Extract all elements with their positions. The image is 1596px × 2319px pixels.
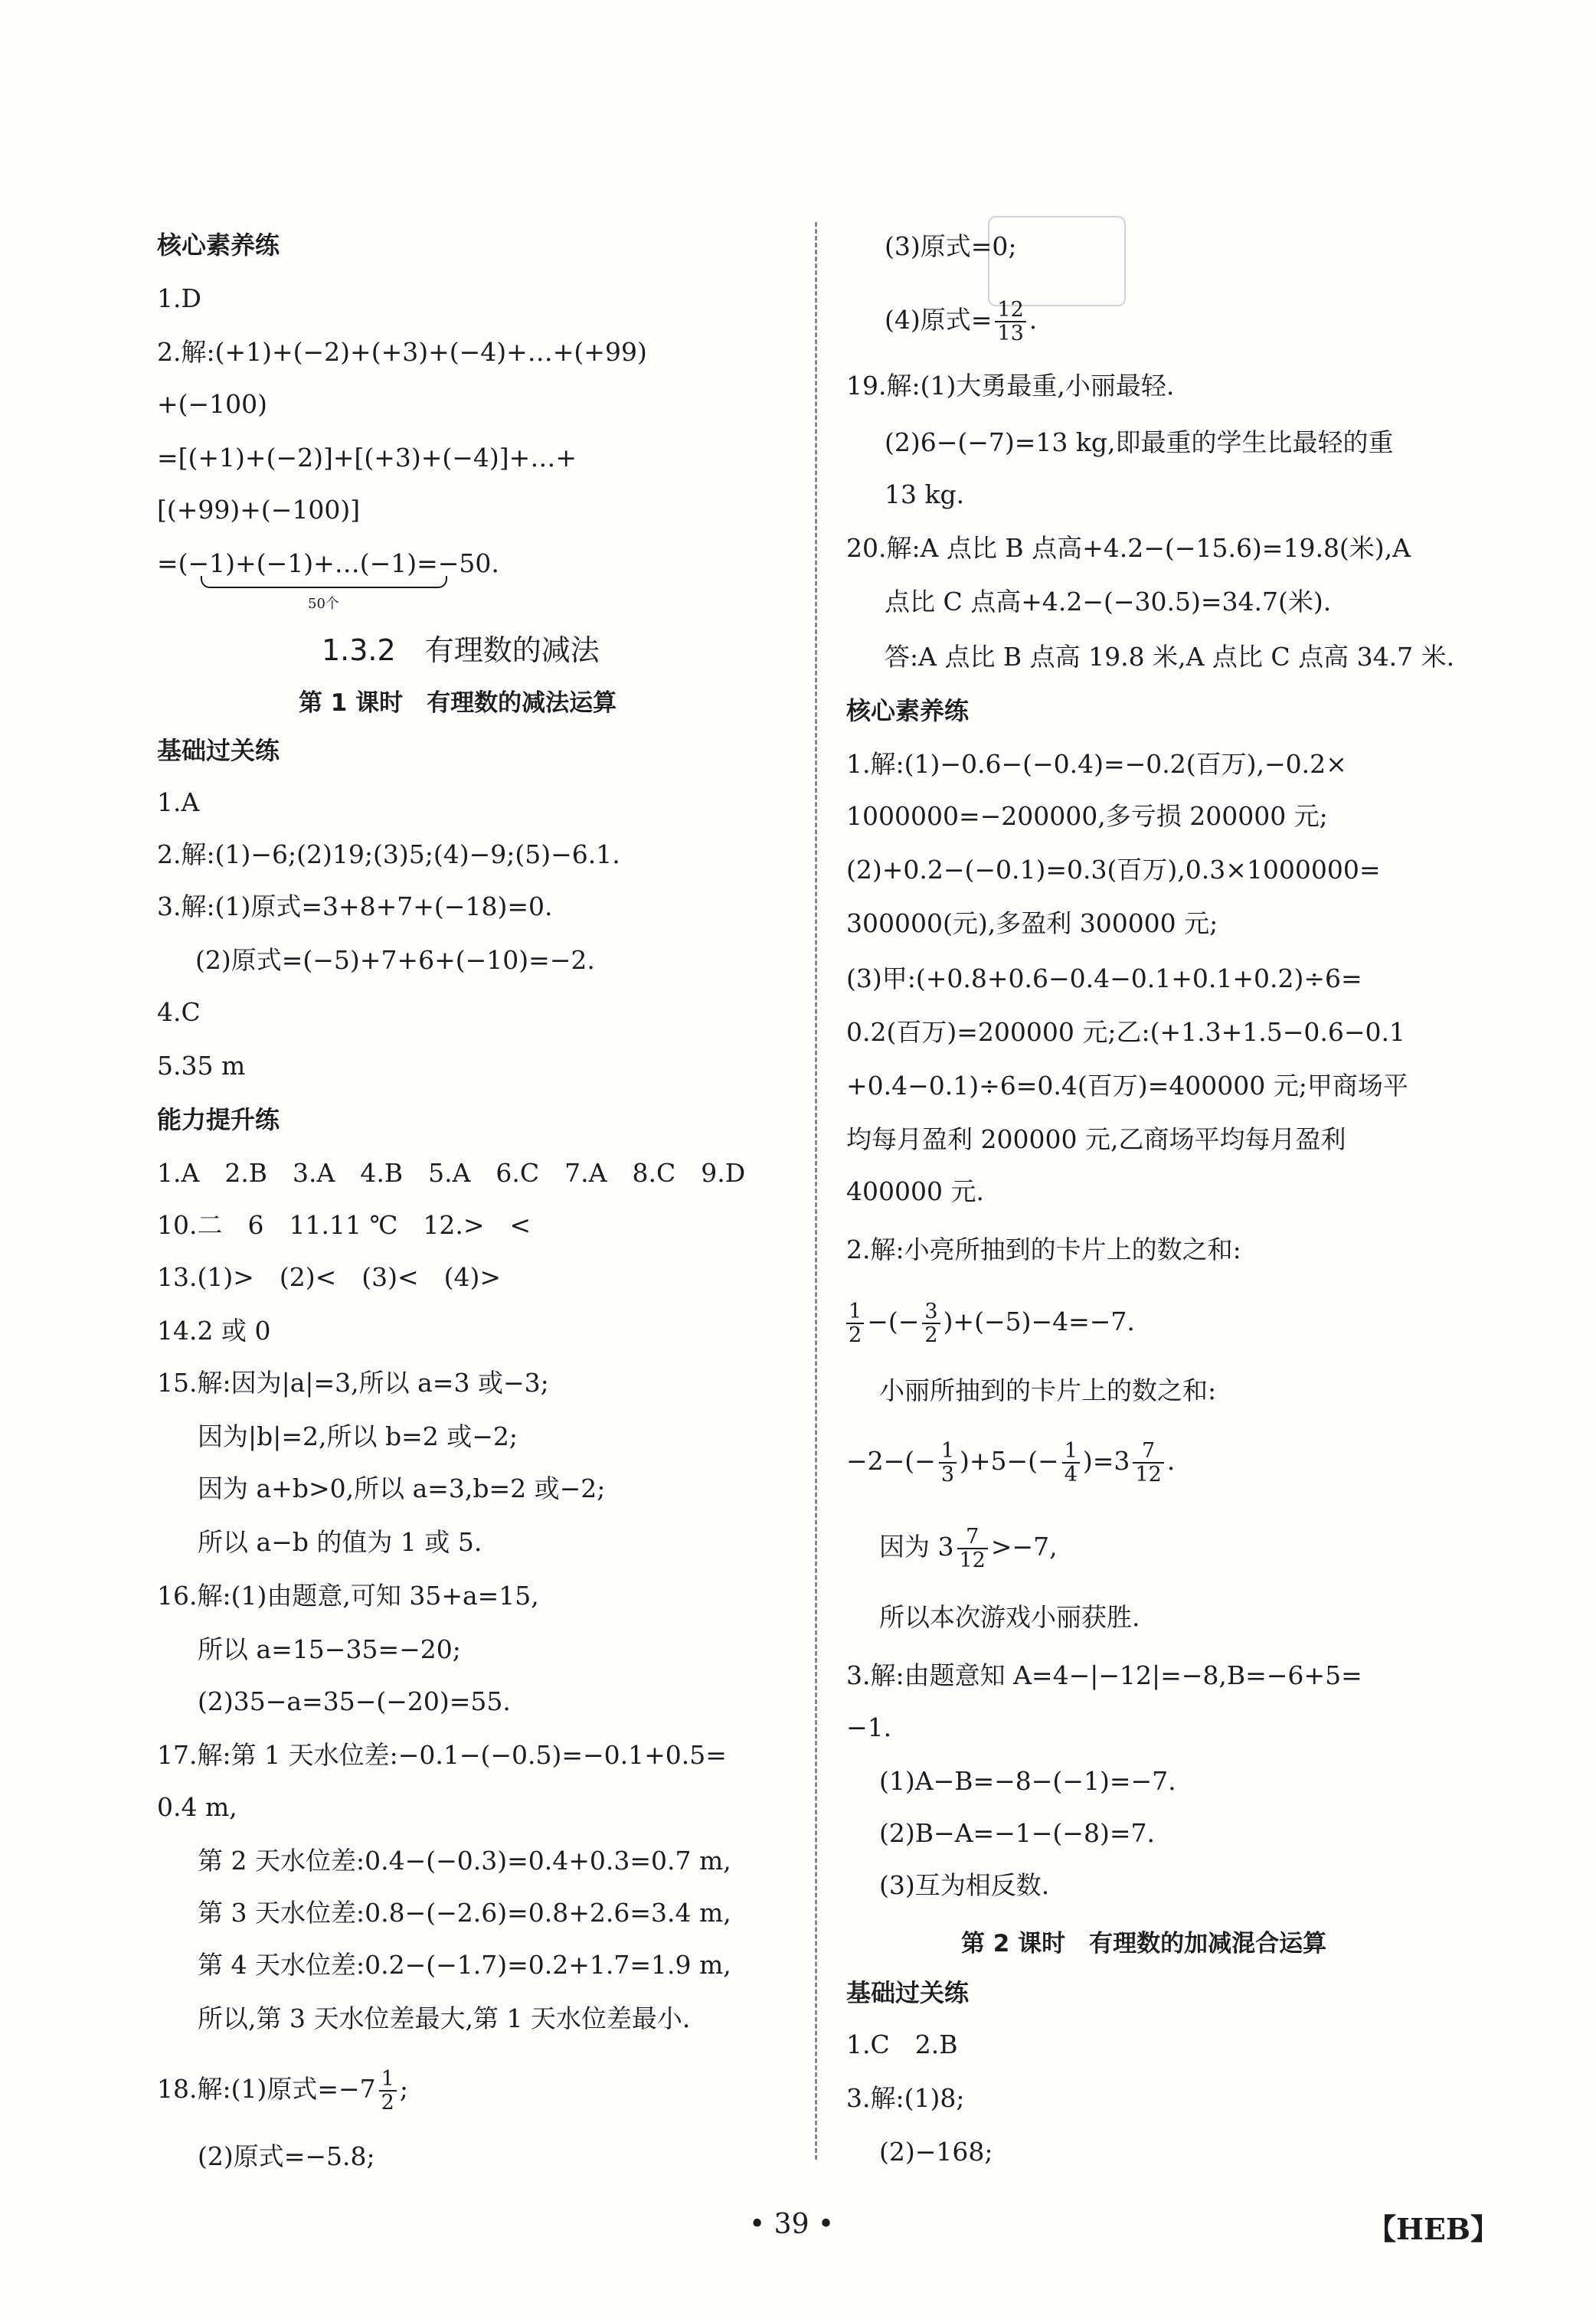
answer-line: (2)原式=−5.8; bbox=[198, 2141, 375, 2171]
answer-line: 第 3 天水位差:0.8−(−2.6)=0.8+2.6=3.4 m, bbox=[198, 1898, 731, 1928]
text-segment: >−7, bbox=[990, 1532, 1058, 1562]
answer-line: 3.解:(1)8; bbox=[846, 2083, 965, 2113]
answer-line: (3)互为相反数. bbox=[879, 1870, 1050, 1900]
denominator: 12 bbox=[959, 1549, 986, 1572]
answer-line: 14.2 或 0 bbox=[157, 1316, 271, 1346]
answer-line: (1)A−B=−8−(−1)=−7. bbox=[879, 1766, 1176, 1796]
answer-line: [(+99)+(−100)] bbox=[157, 495, 361, 525]
answer-line: 17.解:第 1 天水位差:−0.1−(−0.5)=−0.1+0.5= bbox=[157, 1740, 727, 1770]
denominator: 3 bbox=[940, 1463, 955, 1487]
numerator: 7 bbox=[1133, 1440, 1163, 1464]
fraction-expression bbox=[846, 1300, 1135, 1346]
answer-line: 均每月盈利 200000 元,乙商场平均每月盈利 bbox=[846, 1124, 1346, 1154]
fraction bbox=[939, 1440, 957, 1486]
numerator: 1 bbox=[379, 2068, 397, 2092]
answer-line: 1.D bbox=[157, 283, 201, 313]
numerator: 12 bbox=[995, 299, 1025, 322]
answer-line: =(−1)+(−1)+…(−1)=−50. bbox=[157, 548, 499, 578]
underbrace-label: 50个 bbox=[308, 596, 339, 612]
edition-tag: 【HEB】 bbox=[1367, 2212, 1500, 2246]
fraction-expression bbox=[879, 1526, 1058, 1572]
text-segment: (4)原式= bbox=[885, 305, 993, 335]
answer-line: 所以,第 3 天水位差最大,第 1 天水位差最小. bbox=[198, 2003, 691, 2033]
lesson-heading: 1.3.2 有理数的减法 bbox=[322, 633, 600, 667]
answer-line: 所以 a−b 的值为 1 或 5. bbox=[198, 1527, 482, 1557]
answer-line: (3)甲:(+0.8+0.6−0.4−0.1+0.1+0.2)÷6= bbox=[846, 963, 1362, 993]
denominator: 13 bbox=[997, 322, 1024, 345]
fraction bbox=[846, 1300, 864, 1346]
answer-line: 10.二 6 11.11 ℃ 12.> < bbox=[157, 1210, 531, 1240]
denominator: 2 bbox=[381, 2091, 394, 2115]
answer-line: 1.C 2.B bbox=[846, 2030, 958, 2059]
answer-line: 1.A 2.B 3.A 4.B 5.A 6.C 7.A 8.C 9.D bbox=[157, 1158, 746, 1188]
denominator: 12 bbox=[1135, 1463, 1162, 1487]
lesson-subheading: 第 1 课时 有理数的减法运算 bbox=[299, 689, 617, 717]
answer-line: 400000 元. bbox=[846, 1176, 984, 1206]
text-segment: 18.解:(1)原式=−7 bbox=[157, 2074, 376, 2104]
page-number: • 39 • bbox=[749, 2209, 835, 2240]
text-segment: −2−(− bbox=[846, 1446, 936, 1476]
answer-line: 2.解:(+1)+(−2)+(+3)+(−4)+…+(+99) bbox=[157, 337, 647, 367]
answer-line: −1. bbox=[846, 1712, 892, 1742]
answer-line: =[(+1)+(−2)]+[(+3)+(−4)]+…+ bbox=[157, 443, 577, 473]
answer-line: 0.4 m, bbox=[157, 1792, 237, 1822]
text-segment: 因为 3 bbox=[879, 1532, 954, 1562]
answer-line: 2.解:小亮所抽到的卡片上的数之和: bbox=[846, 1235, 1241, 1264]
answer-line: 所以本次游戏小丽获胜. bbox=[879, 1602, 1140, 1632]
answer-line: 4.C bbox=[157, 997, 201, 1027]
section-title: 核心素养练 bbox=[846, 696, 970, 725]
answer-line: (2)B−A=−1−(−8)=7. bbox=[879, 1818, 1155, 1848]
answer-line: 19.解:(1)大勇最重,小丽最轻. bbox=[846, 371, 1175, 401]
answer-line: 2.解:(1)−6;(2)19;(3)5;(4)−9;(5)−6.1. bbox=[157, 839, 620, 869]
answer-line: +(−100) bbox=[157, 389, 268, 419]
fraction bbox=[922, 1300, 940, 1346]
answer-line: 3.解:由题意知 A=4−|−12|=−8,B=−6+5= bbox=[846, 1660, 1362, 1690]
answer-line: 0.2(百万)=200000 元;乙:(+1.3+1.5−0.6−0.1 bbox=[846, 1017, 1405, 1047]
text-segment: −(− bbox=[867, 1307, 920, 1336]
answer-line: 因为|b|=2,所以 b=2 或−2; bbox=[198, 1421, 518, 1451]
fraction bbox=[1062, 1440, 1080, 1486]
answer-line: 13.(1)> (2)< (3)< (4)> bbox=[157, 1262, 502, 1292]
text-segment: )+(−5)−4=−7. bbox=[943, 1307, 1135, 1336]
numerator: 1 bbox=[1062, 1440, 1080, 1464]
answer-line: (2)−168; bbox=[879, 2137, 993, 2167]
answer-line: (2)6−(−7)=13 kg,即最重的学生比最轻的重 bbox=[885, 427, 1394, 457]
answer-line: 13 kg. bbox=[885, 479, 965, 509]
fraction bbox=[379, 2068, 397, 2114]
answer-line: (3)原式=0; bbox=[885, 231, 1017, 261]
section-title: 基础过关练 bbox=[157, 736, 280, 765]
text-segment: )=3 bbox=[1082, 1446, 1130, 1476]
answer-line: 因为 a+b>0,所以 a=3,b=2 或−2; bbox=[198, 1473, 606, 1503]
answer-line: 第 4 天水位差:0.2−(−1.7)=0.2+1.7=1.9 m, bbox=[198, 1950, 731, 1980]
lesson-subheading: 第 2 课时 有理数的加减混合运算 bbox=[961, 1930, 1327, 1958]
denominator: 4 bbox=[1064, 1463, 1078, 1487]
underbrace bbox=[201, 576, 447, 588]
answer-line: 小丽所抽到的卡片上的数之和: bbox=[879, 1375, 1217, 1405]
section-title: 能力提升练 bbox=[157, 1105, 280, 1134]
answer-line bbox=[157, 2068, 408, 2114]
answer-line: 1.解:(1)−0.6−(−0.4)=−0.2(百万),−0.2× bbox=[846, 749, 1347, 779]
answer-line: 1000000=−200000,多亏损 200000 元; bbox=[846, 801, 1328, 831]
numerator: 7 bbox=[957, 1526, 988, 1549]
answer-line: 300000(元),多盈利 300000 元; bbox=[846, 908, 1218, 938]
answer-line: 3.解:(1)原式=3+8+7+(−18)=0. bbox=[157, 891, 553, 921]
text-segment: )+5−(− bbox=[960, 1446, 1059, 1476]
answer-line: 16.解:(1)由题意,可知 35+a=15, bbox=[157, 1581, 539, 1611]
column-divider bbox=[815, 222, 817, 2160]
answer-line: (2)原式=(−5)+7+6+(−10)=−2. bbox=[195, 945, 595, 975]
answer-line: 所以 a=15−35=−20; bbox=[198, 1634, 461, 1664]
denominator: 2 bbox=[924, 1323, 938, 1347]
fraction bbox=[957, 1526, 988, 1572]
answer-line bbox=[885, 299, 1037, 345]
answer-line: 第 2 天水位差:0.4−(−0.3)=0.4+0.3=0.7 m, bbox=[198, 1846, 731, 1876]
answer-line: 15.解:因为|a|=3,所以 a=3 或−3; bbox=[157, 1368, 549, 1398]
fraction-expression bbox=[846, 1440, 1175, 1486]
section-title: 核心素养练 bbox=[157, 231, 280, 260]
text-segment: . bbox=[1166, 1446, 1176, 1476]
numerator: 3 bbox=[922, 1300, 940, 1324]
numerator: 1 bbox=[939, 1440, 957, 1464]
section-title: 基础过关练 bbox=[846, 1978, 970, 2007]
answer-line: 5.35 m bbox=[157, 1051, 246, 1081]
text-segment: . bbox=[1029, 305, 1038, 335]
fraction bbox=[1133, 1440, 1163, 1486]
answer-line: (2)35−a=35−(−20)=55. bbox=[198, 1686, 511, 1716]
answer-line: 点比 C 点高+4.2−(−30.5)=34.7(米). bbox=[885, 587, 1332, 617]
answer-line: 20.解:A 点比 B 点高+4.2−(−15.6)=19.8(米),A bbox=[846, 533, 1411, 563]
answer-line: 1.A bbox=[157, 787, 200, 817]
text-segment: ; bbox=[399, 2074, 408, 2104]
answer-line: (2)+0.2−(−0.1)=0.3(百万),0.3×1000000= bbox=[846, 855, 1381, 885]
numerator: 1 bbox=[846, 1300, 864, 1324]
answer-line: 答:A 点比 B 点高 19.8 米,A 点比 C 点高 34.7 米. bbox=[885, 642, 1455, 672]
denominator: 2 bbox=[849, 1323, 862, 1347]
answer-line: +0.4−0.1)÷6=0.4(百万)=400000 元;甲商场平 bbox=[846, 1071, 1408, 1101]
fraction bbox=[995, 299, 1025, 345]
